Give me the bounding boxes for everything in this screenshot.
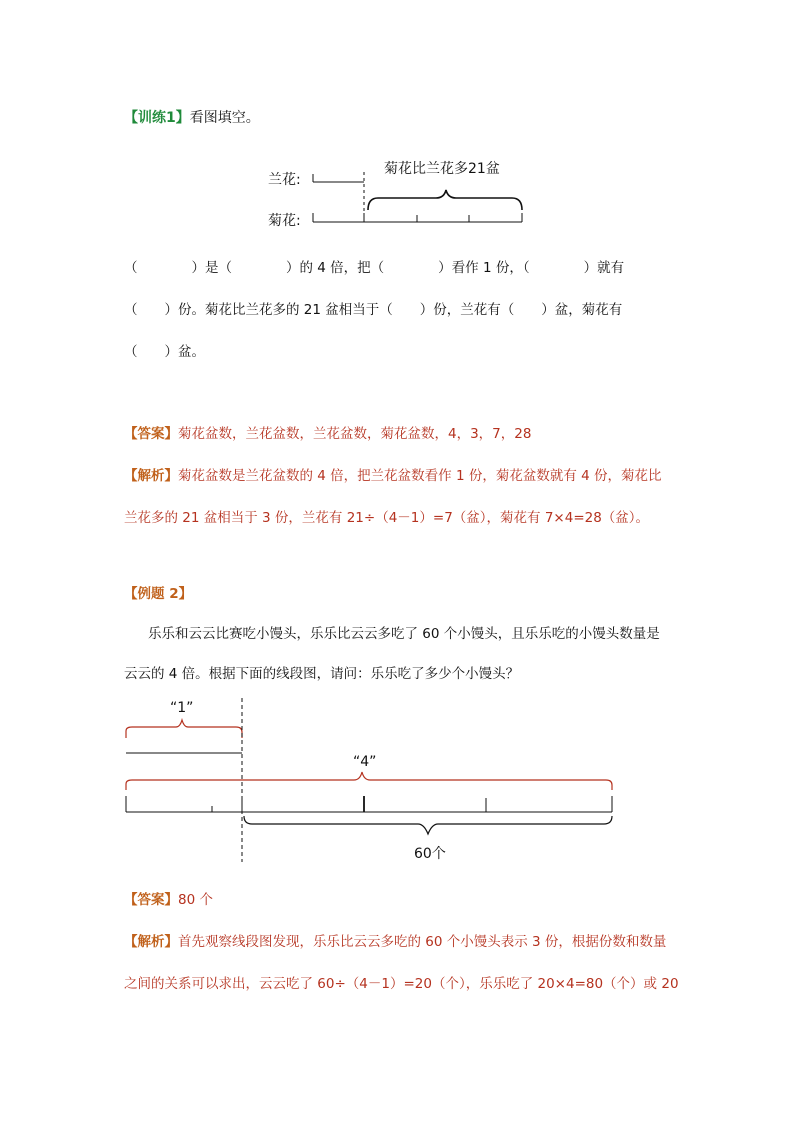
label-one: “1” (170, 700, 194, 716)
answer-text: 菊花盆数，兰花盆数，兰花盆数，菊花盆数，4，3，7，28 (178, 426, 532, 442)
example2-diagram (118, 694, 628, 866)
analysis-tag: 【解析】 (124, 468, 178, 484)
brace-curly (368, 190, 522, 210)
answer-text-2: 80 个 (178, 892, 213, 908)
example2-problem-line2: 云云的 4 倍。根据下面的线段图，请问：乐乐吃了多少个小馒头？ (124, 666, 520, 682)
label-sixty: 60个 (414, 846, 446, 862)
training1-line3: （ ）盆。 (124, 344, 205, 360)
label-four: “4” (353, 754, 377, 770)
training1-diagram (260, 152, 540, 232)
training1-line2: （ ）份。菊花比兰花多的 21 盆相当于（ ）份，兰花有（ ）盆，菊花有 (124, 302, 623, 318)
training1-tag: 【训练1】 (124, 110, 190, 126)
example2-tag: 【例题 2】 (124, 586, 193, 602)
lele-segment (126, 796, 612, 812)
answer-tag: 【答案】 (124, 426, 178, 442)
brace-one (126, 720, 242, 738)
brace-four (126, 772, 612, 790)
example2-problem-line1: 乐乐和云云比赛吃小馒头，乐乐比云云多吃了 60 个小馒头，且乐乐吃的小馒头数量是 (148, 626, 660, 642)
answer-tag-2: 【答案】 (124, 892, 178, 908)
training1-line1: （ ）是（ ）的 4 倍，把（ ）看作 1 份，（ ）就有 (124, 260, 625, 276)
label-lanhua: 兰花: (268, 172, 301, 188)
brace-label-more-21: 菊花比兰花多21盆 (384, 161, 500, 177)
training1-answer (124, 422, 684, 442)
brace-sixty (244, 816, 612, 834)
example2-analysis-line1 (124, 930, 684, 950)
training1-analysis-line1 (124, 464, 684, 484)
example2-analysis-line2: 之间的关系可以求出，云云吃了 60÷（4－1）=20（个），乐乐吃了 20×4=80（个）或 20 (124, 976, 679, 992)
training1-prompt: 看图填空。 (189, 110, 260, 126)
training1-analysis-line2: 兰花多的 21 盆相当于 3 份，兰花有 21÷（4－1）=7（盆），菊花有 7×4=28（盆）。 (124, 510, 650, 526)
analysis-tag-2: 【解析】 (124, 934, 178, 950)
label-juhua: 菊花: (268, 213, 301, 229)
lanhua-segment (313, 174, 364, 182)
analysis-text-2: 首先观察线段图发现，乐乐比云云多吃的 60 个小馒头表示 3 份，根据份数和数量 (178, 934, 667, 950)
analysis-text: 菊花盆数是兰花盆数的 4 倍，把兰花盆数看作 1 份，菊花盆数就有 4 份，菊花比 (178, 468, 662, 484)
example2-answer (124, 888, 684, 908)
juhua-segment (313, 213, 522, 222)
training1-heading (124, 108, 680, 128)
